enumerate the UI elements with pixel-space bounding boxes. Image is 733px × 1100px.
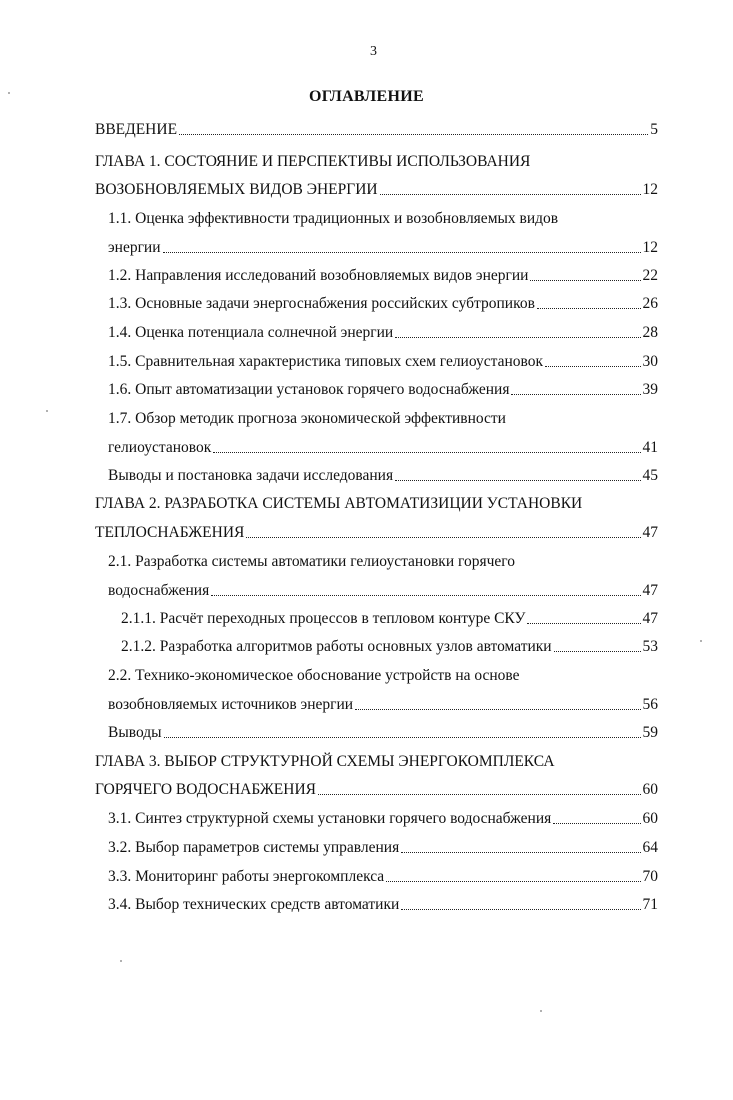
toc-entry-page: 60: [642, 781, 658, 798]
toc-entry: [108, 344, 658, 372]
toc-entry-text: ВВЕДЕНИЕ: [95, 121, 178, 138]
dot-leader: [527, 623, 640, 624]
toc-entry-page: 64: [642, 839, 658, 856]
toc-entry: [108, 286, 658, 314]
dot-leader: [179, 134, 648, 135]
dot-leader: [163, 252, 641, 253]
toc-entry-page: 5: [650, 121, 658, 138]
scan-speck: [8, 92, 10, 94]
toc-entry-text: ГЛАВА 3. ВЫБОР СТРУКТУРНОЙ СХЕМЫ ЭНЕРГОКОМПЛЕКСА: [95, 753, 555, 770]
dot-leader: [537, 308, 641, 309]
toc-entry-text: 3.4. Выбор технических средств автоматики: [108, 896, 400, 913]
toc-entry-page: 60: [642, 810, 658, 827]
toc-entry: [95, 172, 658, 200]
dot-leader: [380, 194, 641, 195]
toc-entry: [108, 687, 658, 715]
toc-entry: [108, 401, 638, 429]
toc-entry: [108, 230, 658, 258]
dot-leader: [211, 595, 640, 596]
toc-entry-text: 2.1. Разработка системы автоматики гелиоустановки горячего: [108, 553, 515, 570]
toc-entry: [95, 772, 658, 800]
toc-entry: [108, 315, 658, 343]
toc-entry-page: 30: [642, 353, 658, 370]
toc-entry: [108, 801, 658, 829]
page-number: 3: [370, 44, 377, 59]
toc-entry-text: 1.2. Направления исследований возобновляемых видов энергии: [108, 267, 529, 284]
toc-entry-text: 1.4. Оценка потенциала солнечной энергии: [108, 324, 394, 341]
dot-leader: [213, 452, 640, 453]
toc-entry-text: водоснабжения: [108, 582, 210, 599]
toc-entry-text: 1.5. Сравнительная характеристика типовых схем гелиоустановок: [108, 353, 544, 370]
toc-entry-page: 45: [642, 467, 658, 484]
toc-entry-page: 56: [642, 696, 658, 713]
toc-entry-page: 22: [642, 267, 658, 284]
toc-entry: [108, 258, 658, 286]
toc-entry: [95, 515, 658, 543]
toc-entry-text: энергии: [108, 239, 161, 256]
toc-entry-page: 12: [642, 239, 658, 256]
toc-title: ОГЛАВЛЕНИЕ: [309, 88, 424, 105]
toc-entry: [108, 715, 658, 743]
dot-leader: [318, 794, 641, 795]
toc-entry-page: 26: [642, 295, 658, 312]
toc-entry-text: 3.1. Синтез структурной схемы установки горячего водоснабжения: [108, 810, 552, 827]
toc-entry-text: ГЛАВА 1. СОСТОЯНИЕ И ПЕРСПЕКТИВЫ ИСПОЛЬЗОВАНИЯ: [95, 153, 531, 170]
toc-entry: [108, 201, 648, 229]
toc-entry-text: Выводы и постановка задачи исследования: [108, 467, 394, 484]
toc-entry: [108, 859, 658, 887]
toc-entry-page: 47: [642, 610, 658, 627]
toc-entry-text: 2.2. Технико-экономическое обоснование устройств на основе: [108, 667, 520, 684]
dot-leader: [401, 852, 640, 853]
toc-entry: [108, 544, 628, 572]
toc-entry: [108, 658, 648, 686]
toc-entry: [121, 629, 658, 657]
toc-entry: [108, 458, 658, 486]
toc-entry: [95, 112, 658, 140]
toc-entry-page: 41: [642, 439, 658, 456]
dot-leader: [511, 394, 640, 395]
toc-entry-page: 39: [642, 381, 658, 398]
scan-speck: [540, 1010, 542, 1012]
dot-leader: [355, 709, 640, 710]
toc-entry-page: 53: [642, 638, 658, 655]
toc-entry-page: 28: [642, 324, 658, 341]
dot-leader: [401, 909, 640, 910]
dot-leader: [545, 366, 640, 367]
toc-entry: [95, 486, 665, 514]
toc-entry-page: 71: [642, 896, 658, 913]
toc-entry-text: ВОЗОБНОВЛЯЕМЫХ ВИДОВ ЭНЕРГИИ: [95, 181, 378, 198]
scan-speck: [120, 960, 122, 962]
toc-entry-page: 47: [642, 524, 658, 541]
toc-entry-text: 1.6. Опыт автоматизации установок горячего водоснабжения: [108, 381, 510, 398]
toc-entry: [108, 430, 658, 458]
dot-leader: [530, 280, 640, 281]
dot-leader: [554, 651, 641, 652]
toc-entry: [95, 144, 595, 172]
toc-entry-page: 12: [642, 181, 658, 198]
toc-entry-text: 1.7. Обзор методик прогноза экономической эффективности: [108, 410, 506, 427]
toc-entry-text: ГЛАВА 2. РАЗРАБОТКА СИСТЕМЫ АВТОМАТИЗИЦИИ УСТАНОВКИ: [95, 495, 583, 512]
dot-leader: [386, 881, 640, 882]
toc-entry: [108, 372, 658, 400]
dot-leader: [246, 537, 640, 538]
toc-entry-text: 3.2. Выбор параметров системы управления: [108, 839, 400, 856]
toc-entry-text: 2.1.2. Разработка алгоритмов работы основных узлов автоматики: [121, 638, 552, 655]
scan-speck: [700, 640, 702, 642]
dot-leader: [395, 337, 640, 338]
scan-speck: [46, 410, 48, 412]
toc-entry: [108, 830, 658, 858]
dot-leader: [164, 737, 641, 738]
toc-entry: [108, 573, 658, 601]
toc-entry: [121, 601, 658, 629]
toc-entry-text: ГОРЯЧЕГО ВОДОСНАБЖЕНИЯ: [95, 781, 316, 798]
toc-entry-text: возобновляемых источников энергии: [108, 696, 354, 713]
toc-entry-page: 70: [642, 868, 658, 885]
toc-entry: [108, 887, 658, 915]
toc-entry-text: 1.3. Основные задачи энергоснабжения российских субтропиков: [108, 295, 535, 312]
toc-entry-text: гелиоустановок: [108, 439, 212, 456]
toc-entry-text: 3.3. Мониторинг работы энергокомплекса: [108, 868, 385, 885]
dot-leader: [553, 823, 640, 824]
toc-entry-text: 1.1. Оценка эффективности традиционных и возобновляемых видов: [108, 210, 559, 227]
toc-entry-text: ТЕПЛОСНАБЖЕНИЯ: [95, 524, 245, 541]
dot-leader: [395, 480, 640, 481]
toc-entry-page: 59: [642, 724, 658, 741]
toc-entry: [95, 744, 635, 772]
toc-entry-text: Выводы: [108, 724, 162, 741]
toc-entry-text: 2.1.1. Расчёт переходных процессов в тепловом контуре СКУ: [121, 610, 526, 627]
toc-entry-page: 47: [642, 582, 658, 599]
